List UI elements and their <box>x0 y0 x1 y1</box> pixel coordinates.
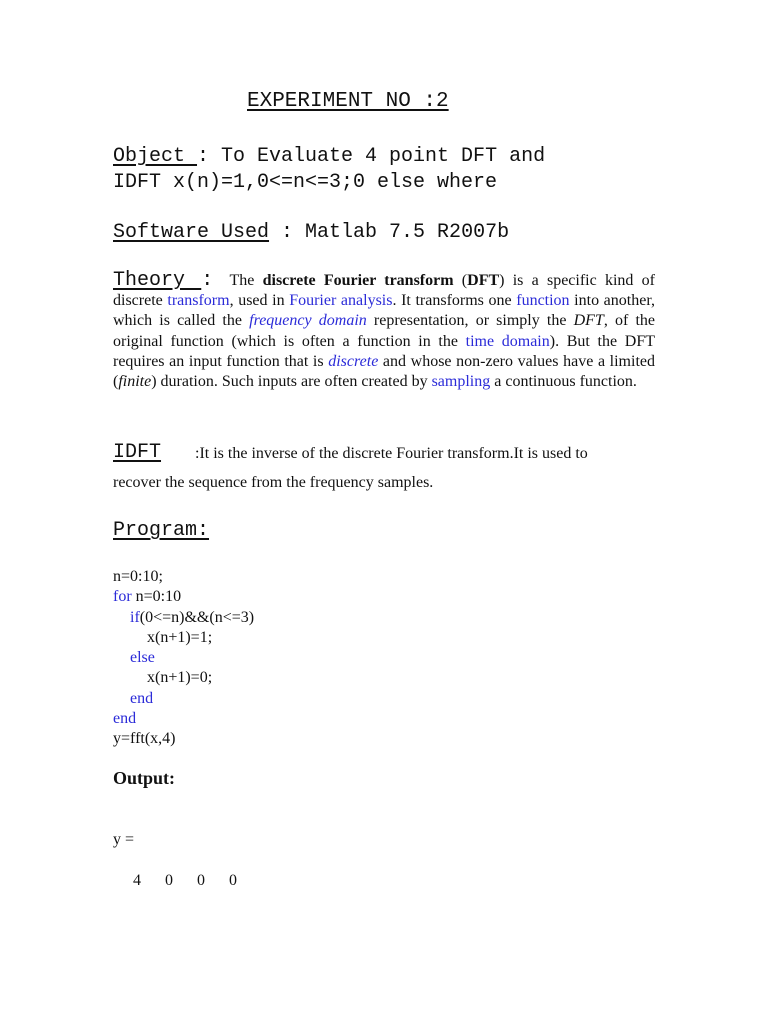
theory-term-dft-abbr: DFT <box>467 272 500 289</box>
code-keyword: for <box>113 588 132 606</box>
theory-text: representation, or simply the <box>366 312 574 330</box>
code-text: n=0:10 <box>131 588 182 606</box>
theory-text: ). But the DFT requires an input function that is <box>113 332 656 370</box>
code-keyword: end <box>130 689 154 707</box>
theory-text: a continuous function. <box>490 373 637 391</box>
output-value: 0 <box>229 872 237 889</box>
output-value: 0 <box>165 872 173 889</box>
code-line <box>113 587 254 607</box>
theory-text: , of the original function (which is often a function in the <box>113 312 656 350</box>
link-discrete[interactable]: discrete <box>328 352 379 370</box>
theory-text: ( <box>453 272 468 289</box>
program-label: Program: <box>113 519 210 542</box>
theory-text: The <box>229 272 263 289</box>
link-transform[interactable]: transform <box>167 292 230 310</box>
theory-section <box>113 271 655 392</box>
output-values <box>133 872 261 890</box>
output-y-label: y = <box>113 831 135 848</box>
object-section <box>113 144 545 196</box>
output-value: 0 <box>197 872 205 889</box>
code-line: n=0:10; <box>113 568 163 585</box>
theory-text: and whose non-zero values have a limited ( <box>113 352 655 391</box>
code-keyword: else <box>130 649 155 667</box>
software-label: Software Used <box>113 221 270 244</box>
code-block <box>113 567 254 750</box>
code-keyword: end <box>113 710 137 728</box>
theory-text: ) duration. Such inputs are often created by <box>151 373 432 391</box>
code-line <box>113 608 254 628</box>
code-keyword: if <box>130 608 140 626</box>
object-label: Object <box>113 145 198 168</box>
theory-term-dft-italic: DFT <box>573 312 604 330</box>
theory-text: . It transforms one <box>392 292 517 310</box>
object-line-1: : To Evaluate 4 point DFT and <box>197 145 546 168</box>
link-sampling[interactable]: sampling <box>431 373 491 391</box>
code-line: y=fft(x,4) <box>113 730 176 748</box>
idft-label: IDFT <box>113 441 162 464</box>
idft-line-2: recover the sequence from the frequency samples. <box>113 474 434 491</box>
code-text: (0<=n)&&(n<=3) <box>139 608 255 626</box>
link-function[interactable]: function <box>516 292 570 310</box>
theory-term-finite: finite <box>118 373 152 391</box>
experiment-title: EXPERIMENT NO :2 <box>247 90 449 113</box>
code-line: x(n+1)=0; <box>147 669 213 687</box>
code-line: x(n+1)=1; <box>147 628 213 646</box>
link-fourier-analysis[interactable]: Fourier analysis <box>289 292 393 310</box>
theory-text: , used in <box>229 292 290 310</box>
theory-term-dft: discrete Fourier transform <box>262 272 454 289</box>
theory-text: into another, which is called the <box>113 292 656 330</box>
software-section <box>113 221 509 244</box>
link-frequency-domain[interactable]: frequency domain <box>249 312 367 330</box>
object-line-2: IDFT x(n)=1,0<=n<=3;0 else where <box>113 171 498 194</box>
software-value: : Matlab 7.5 R2007b <box>269 221 510 244</box>
output-value: 4 <box>133 872 141 889</box>
idft-line-1: :It is the inverse of the discrete Fourier transform.It is used to <box>195 445 588 462</box>
output-label: Output: <box>113 768 176 788</box>
link-time-domain[interactable]: time domain <box>465 332 550 350</box>
theory-colon: : <box>201 269 214 292</box>
theory-text: ) is a specific kind of discrete <box>113 272 655 310</box>
theory-label: Theory <box>113 269 202 292</box>
